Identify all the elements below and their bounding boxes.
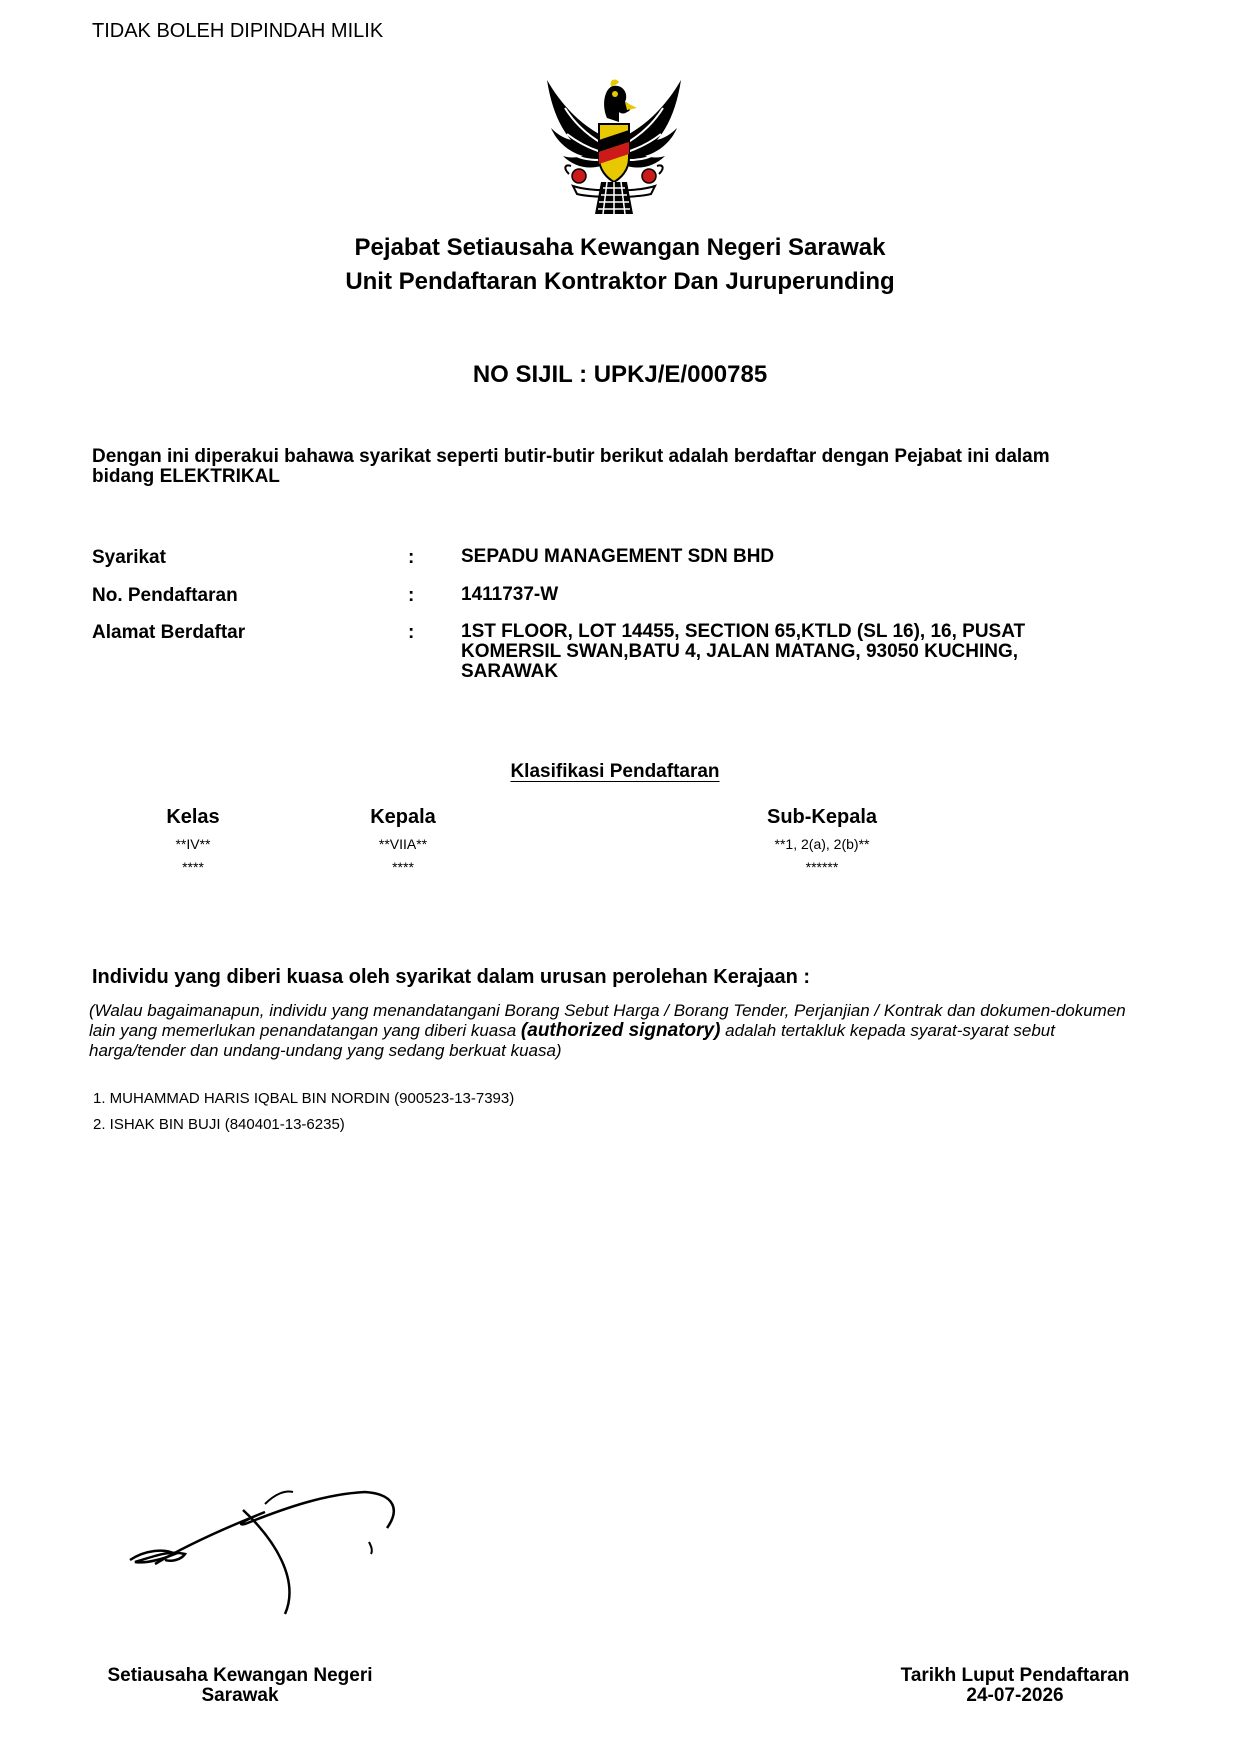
head-value: **VIIA** bbox=[378, 836, 428, 852]
head-placeholder: **** bbox=[392, 859, 414, 875]
company-colon: : bbox=[408, 547, 415, 568]
subhead-placeholder: ****** bbox=[805, 859, 839, 875]
registered-address: 1ST FLOOR, LOT 14455, SECTION 65,KTLD (SL 16), 16, PUSAT KOMERSIL SWAN,BATU 4, JALAN MATANG, 93050 KUCHING, SARAWAK bbox=[461, 621, 1026, 682]
subhead-header: Sub-Kepala bbox=[766, 806, 878, 828]
authorized-person-2: 2. ISHAK BIN BUJI (840401-13-6235) bbox=[93, 1116, 345, 1133]
expiry-label: Tarikh Luput Pendaftaran bbox=[900, 1665, 1130, 1686]
certificate-number: NO SIJIL : UPKJ/E/000785 bbox=[472, 361, 768, 388]
classification-title: Klasifikasi Pendaftaran bbox=[510, 761, 720, 782]
company-name: SEPADU MANAGEMENT SDN BHD bbox=[461, 546, 775, 567]
signatory-title bbox=[70, 1666, 410, 1706]
head-header: Kepala bbox=[370, 806, 436, 828]
registered-address-colon: : bbox=[408, 622, 415, 643]
certification-statement bbox=[92, 447, 1112, 487]
unit-title: Unit Pendaftaran Kontraktor Dan Juruperunding bbox=[345, 268, 895, 295]
note-emphasis: (authorized signatory) bbox=[520, 1020, 721, 1041]
authorized-individuals-title: Individu yang diberi kuasa oleh syarikat dalam urusan perolehan Kerajaan : bbox=[92, 966, 811, 988]
authorized-signatory-note bbox=[89, 1001, 1129, 1061]
registration-number: 1411737-W bbox=[461, 584, 559, 605]
registration-number-label: No. Pendaftaran bbox=[92, 585, 238, 606]
expiry-date: 24-07-2026 bbox=[966, 1685, 1064, 1706]
subhead-value: **1, 2(a), 2(b)** bbox=[774, 836, 870, 852]
authorized-person-1: 1. MUHAMMAD HARIS IQBAL BIN NORDIN (900523-13-7393) bbox=[93, 1090, 515, 1107]
class-value: **IV** bbox=[175, 836, 211, 852]
signatory-title-line2: Sarawak bbox=[201, 1685, 279, 1706]
field-of-registration: ELEKTRIKAL bbox=[159, 466, 280, 487]
handwritten-signature bbox=[125, 1480, 415, 1620]
statement-text: Dengan ini diperakui bahawa syarikat seperti butir-butir berikut adalah berdaftar dengan Pejabat ini dalam bidang bbox=[92, 446, 1050, 487]
registration-number-colon: : bbox=[408, 585, 415, 606]
office-title: Pejabat Setiausaha Kewangan Negeri Sarawak bbox=[354, 234, 886, 261]
note-text-start: (Walau bagaimanapun, individu yang menandatangani Borang Sebut Harga / Borang Tender, Perjanjian / Kontrak dan dokumen-dokumen lain yang memerlukan penandatangan yang diberi kuasa bbox=[89, 1001, 1126, 1040]
note-text-end: adalah tertakluk kepada syarat-syarat sebut harga/tender dan undang-undang yang sedang berkuat kuasa) bbox=[89, 1021, 1055, 1060]
class-header: Kelas bbox=[166, 806, 220, 828]
signatory-title-line1: Setiausaha Kewangan Negeri bbox=[107, 1665, 373, 1686]
class-placeholder: **** bbox=[182, 859, 204, 875]
non-transferable-note: TIDAK BOLEH DIPINDAH MILIK bbox=[92, 20, 384, 42]
sarawak-coat-of-arms-icon bbox=[545, 78, 683, 220]
company-label: Syarikat bbox=[92, 547, 166, 568]
expiry-block bbox=[880, 1666, 1150, 1706]
registered-address-label: Alamat Berdaftar bbox=[92, 622, 246, 643]
